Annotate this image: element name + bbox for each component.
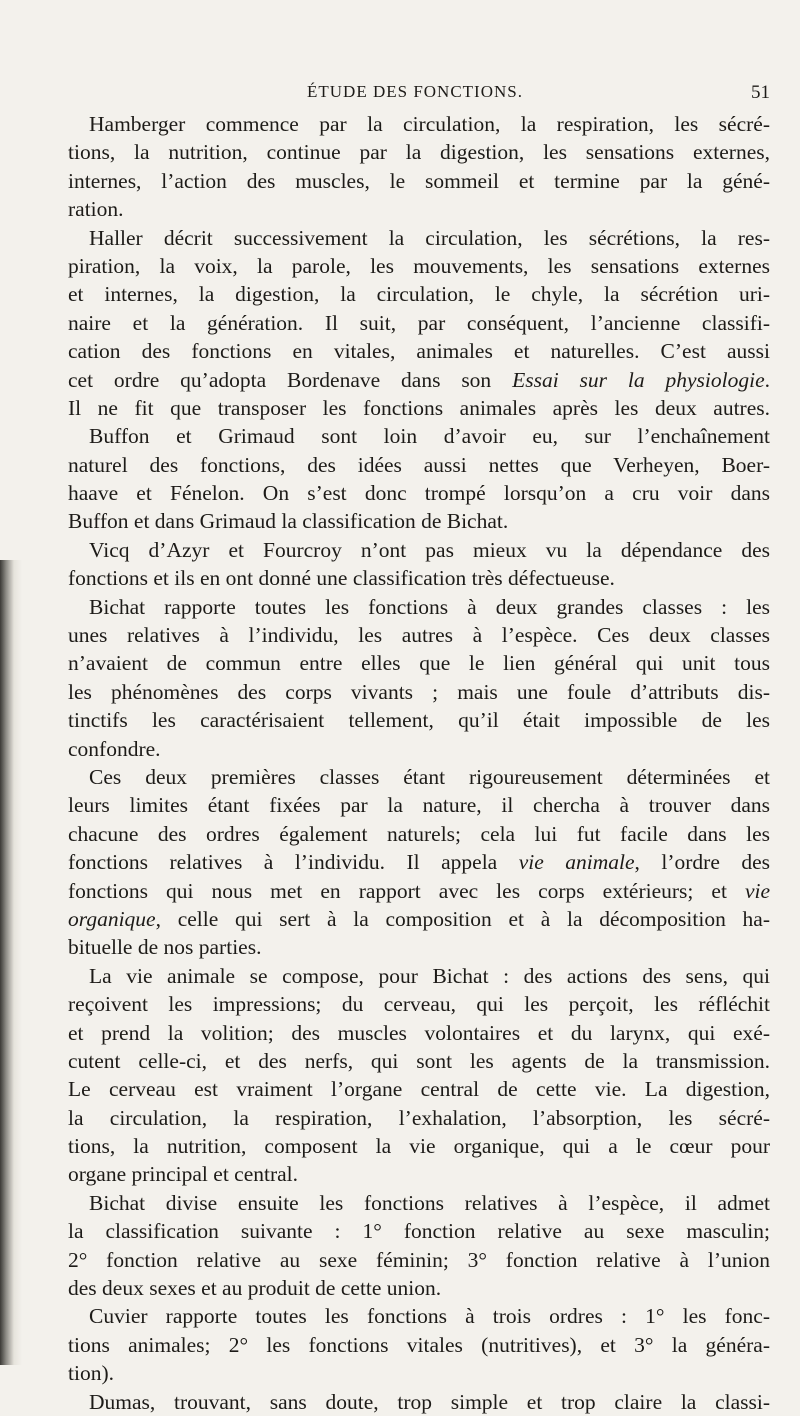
text-line: tions animales; 2° les fonctions vitales (nutritives), et 3° la généra- (68, 1332, 770, 1357)
text-fragment: , celle qui sert à la composition et à la décomposition ha- (155, 906, 770, 931)
term-vie-animale: vie animale (518, 850, 635, 875)
text-line: tions, la nutrition, continue par la digestion, les sensations externes, (68, 140, 770, 165)
text-line: et prend la volition; des muscles volontaires et du larynx, qui exé- (68, 1020, 770, 1045)
text-line: la circulation, la respiration, l’exhalation, l’absorption, les sécré- (68, 1105, 770, 1130)
text-line: fonctions et ils en ont donné une classification très défectueuse. (68, 566, 615, 591)
text-line: ration. (68, 197, 124, 222)
text-line: Cuvier rapporte toutes les fonctions à trois ordres : 1° les fonc- (89, 1304, 770, 1329)
text-line: naturel des fonctions, des idées aussi nettes que Verheyen, Boer- (68, 452, 770, 477)
text-line (68, 905, 770, 933)
text-line: les phénomènes des corps vivants ; mais une foule d’attributs dis- (68, 679, 770, 704)
text-line: Dumas, trouvant, sans doute, trop simple et trop claire la classi- (89, 1389, 770, 1414)
text-fragment: fonctions relatives à l’individu. Il appela (68, 850, 519, 875)
text-line: confondre. (68, 736, 161, 761)
text-line (68, 848, 770, 876)
text-fragment: , l’ordre des (634, 850, 770, 875)
text-line: haave et Fénelon. On s’est donc trompé lorsqu’on a cru voir dans (68, 481, 770, 506)
text-line: internes, l’action des muscles, le sommeil et termine par la géné- (68, 168, 770, 193)
text-line: cutent celle-ci, et des nerfs, qui sont les agents de la transmission. (68, 1048, 770, 1073)
text-line: piration, la voix, la parole, les mouvements, les sensations externes (68, 253, 770, 278)
text-line: Haller décrit successivement la circulation, les sécrétions, la res- (89, 225, 770, 250)
text-line: Le cerveau est vraiment l’organe central de cette vie. La digestion, (68, 1077, 770, 1102)
text-line: naire et la génération. Il suit, par conséquent, l’ancienne classifi- (68, 310, 770, 335)
text-fragment: fonctions qui nous met en rapport avec les corps extérieurs; et (68, 878, 745, 903)
text-line: tinctifs les caractérisaient tellement, qu’il était impossible de les (68, 708, 770, 733)
text-line: reçoivent les impressions; du cerveau, qui les perçoit, les réfléchit (68, 992, 770, 1017)
text-line: Buffon et Grimaud sont loin d’avoir eu, sur l’enchaînement (89, 424, 770, 449)
text-line: Bichat rapporte toutes les fonctions à deux grandes classes : les (89, 594, 770, 619)
text-fragment: cet ordre qu’adopta Bordenave dans son (68, 367, 513, 392)
text-line (68, 366, 770, 394)
text-line: tion). (68, 1361, 114, 1386)
text-fragment: . (764, 367, 770, 392)
text-line: Vicq d’Azyr et Fourcroy n’ont pas mieux vu la dépendance des (89, 537, 770, 562)
text-line: des deux sexes et au produit de cette union. (68, 1276, 442, 1301)
text-line: Ces deux premières classes étant rigoureusement déterminées et (89, 764, 770, 789)
text-line (68, 877, 770, 905)
text-line: chacune des ordres également naturels; cela lui fut facile dans les (68, 821, 770, 846)
page-header (60, 82, 770, 108)
text-line: tions, la nutrition, composent la vie organique, qui a le cœur pour (68, 1134, 770, 1159)
text-line: Hamberger commence par la circulation, la respiration, les sécré- (89, 112, 770, 136)
book-title: Essai sur la physiologie (512, 367, 765, 392)
text-line: Bichat divise ensuite les fonctions relatives à l’espèce, il admet (89, 1190, 770, 1215)
text-line: et internes, la digestion, la circulation, le chyle, la sécrétion uri- (68, 282, 770, 307)
text-line: la classification suivante : 1° fonction relative au sexe masculin; (68, 1219, 770, 1244)
text-line: bituelle de nos parties. (68, 935, 262, 960)
text-line: Il ne fit que transposer les fonctions animales après les deux autres. (68, 395, 770, 420)
running-title: ÉTUDE DES FONCTIONS. (307, 82, 523, 101)
text-line: n’avaient de commun entre elles que le lien général qui unit tous (68, 651, 770, 676)
body-text (68, 110, 770, 1416)
page-edge-shadow (0, 560, 22, 1365)
text-line: organe principal et central. (68, 1162, 299, 1187)
term-organique: organique (68, 906, 156, 931)
text-line: Buffon et dans Grimaud la classification de Bichat. (68, 509, 509, 534)
term-vie: vie (744, 878, 770, 903)
text-line: La vie animale se compose, pour Bichat : des actions des sens, qui (89, 963, 770, 988)
text-line: unes relatives à l’individu, les autres à l’espèce. Ces deux classes (68, 623, 770, 648)
text-line: leurs limites étant fixées par la nature, il chercha à trouver dans (68, 793, 770, 818)
text-line: 2° fonction relative au sexe féminin; 3° fonction relative à l’union (68, 1247, 770, 1272)
text-line: cation des fonctions en vitales, animales et naturelles. C’est aussi (68, 339, 770, 364)
page-number: 51 (751, 82, 770, 103)
